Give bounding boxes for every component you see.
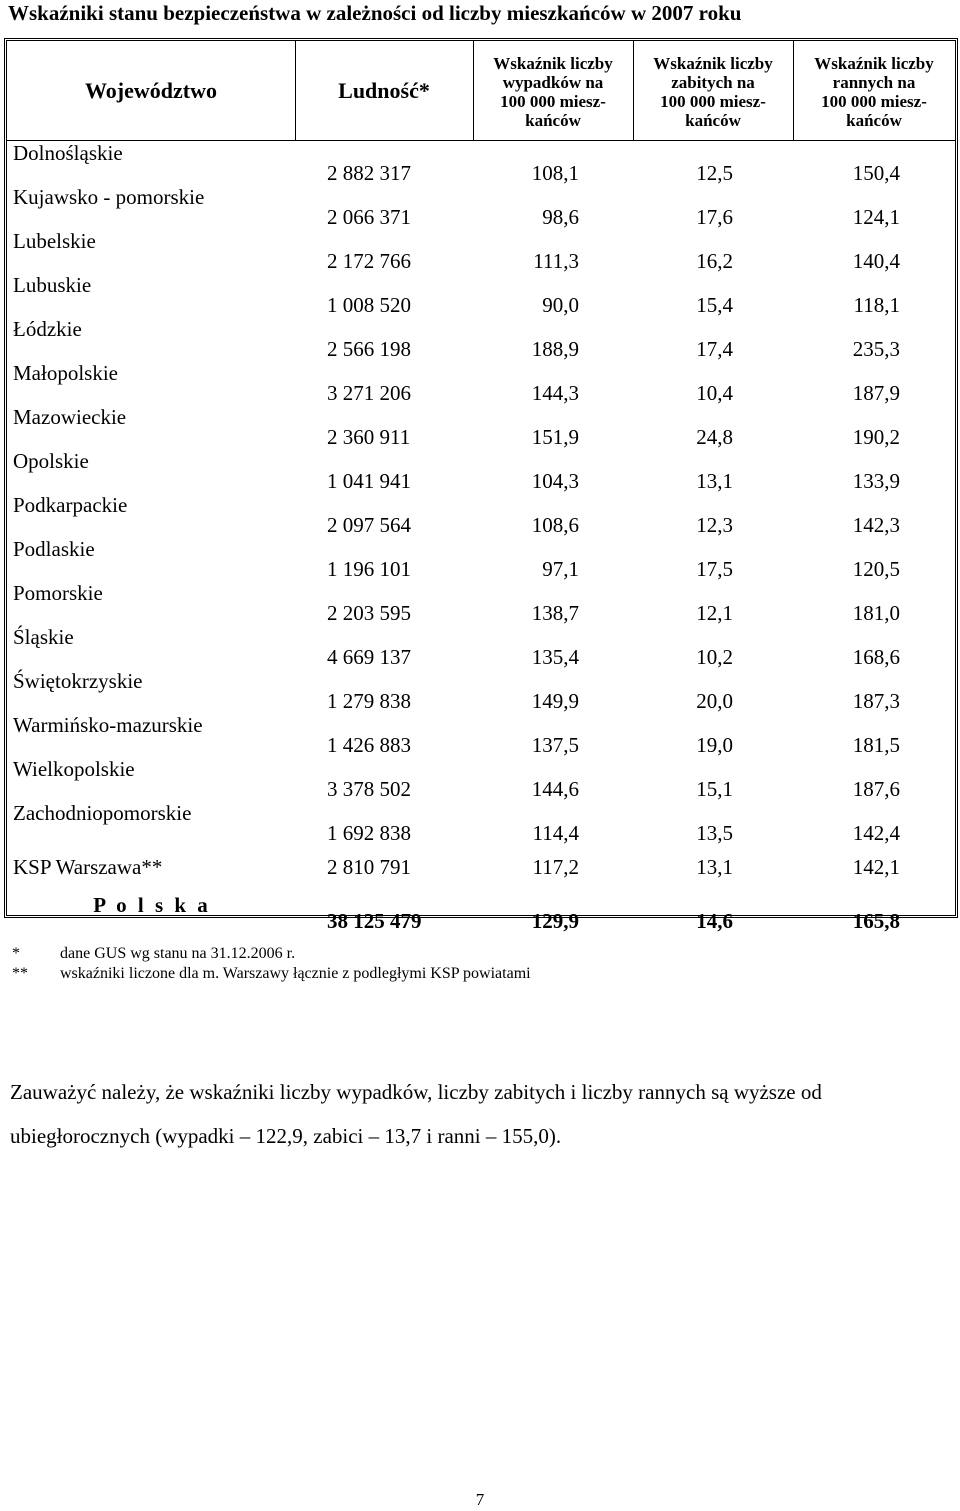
cell-region: Podlaskie bbox=[13, 537, 95, 561]
footnote-mark: * bbox=[12, 945, 20, 962]
cell-region: KSP Warszawa** bbox=[13, 855, 163, 879]
table-row bbox=[7, 405, 955, 449]
cell-accidents-rate: 111,3 bbox=[533, 249, 579, 273]
cell-killed-rate: 16,2 bbox=[696, 249, 733, 273]
cell-accidents-rate: 90,0 bbox=[542, 293, 579, 317]
cell-injured-rate: 187,9 bbox=[852, 381, 900, 405]
cell-accidents-rate: 104,3 bbox=[531, 469, 579, 493]
cell-killed-rate: 17,6 bbox=[696, 205, 733, 229]
cell-population: 1 426 883 bbox=[327, 733, 411, 757]
summary-paragraph: Zauważyć należy, że wskaźniki liczby wypadków, liczby zabitych i liczby rannych są wyższe od ubiegłorocznych (wypadki – 122,9, zabici – 13,7 i ranni – 155,0). bbox=[10, 1080, 822, 1148]
cell-population: 2 097 564 bbox=[327, 513, 411, 537]
cell-accidents-rate: 138,7 bbox=[531, 601, 579, 625]
cell-injured-rate: 124,1 bbox=[852, 205, 900, 229]
cell-killed-rate: 17,4 bbox=[696, 337, 733, 361]
table-row bbox=[7, 449, 955, 493]
cell-injured-rate: 181,0 bbox=[852, 601, 900, 625]
cell-population: 1 692 838 bbox=[327, 821, 411, 845]
table-row bbox=[7, 625, 955, 669]
cell-population: 1 041 941 bbox=[327, 469, 411, 493]
cell-accidents-rate: 144,3 bbox=[531, 381, 579, 405]
cell-accidents-rate: 135,4 bbox=[531, 645, 579, 669]
cell-region: Podkarpackie bbox=[13, 493, 128, 517]
cell-injured-rate: 120,5 bbox=[852, 557, 900, 581]
cell-killed-rate: 17,5 bbox=[696, 557, 733, 581]
cell-killed-rate: 13,5 bbox=[696, 821, 733, 845]
safety-indicators-table bbox=[4, 38, 958, 933]
cell-region: Zachodniopomorskie bbox=[13, 801, 192, 825]
cell-population: 3 271 206 bbox=[327, 381, 411, 405]
cell-injured-rate: 142,4 bbox=[852, 821, 900, 845]
cell-accidents-rate: 151,9 bbox=[531, 425, 579, 449]
cell-injured-rate: 235,3 bbox=[852, 337, 900, 361]
cell-region: Małopolskie bbox=[13, 361, 118, 385]
cell-injured-rate: 133,9 bbox=[852, 469, 900, 493]
cell-injured-rate: 118,1 bbox=[853, 293, 900, 317]
cell-region: Dolnośląskie bbox=[13, 141, 123, 165]
cell-injured-rate: 187,6 bbox=[852, 777, 900, 801]
cell-region: Kujawsko - pomorskie bbox=[13, 185, 205, 209]
cell-population: 3 378 502 bbox=[327, 777, 411, 801]
cell-injured-rate: 150,4 bbox=[852, 161, 900, 185]
cell-region: Wielkopolskie bbox=[13, 757, 135, 781]
cell-region: Lubuskie bbox=[13, 273, 92, 297]
cell-region: Śląskie bbox=[13, 625, 74, 649]
page-title: Wskaźniki stanu bezpieczeństwa w zależności od liczby mieszkańców w 2007 roku bbox=[8, 1, 742, 25]
cell-population: 4 669 137 bbox=[327, 645, 411, 669]
cell-injured-rate: 165,8 bbox=[852, 909, 900, 933]
cell-injured-rate: 187,3 bbox=[852, 689, 900, 713]
header-line: wypadków na bbox=[502, 72, 604, 92]
footnote-text: wskaźniki liczone dla m. Warszawy łącznie z podległymi KSP powiatami bbox=[60, 965, 531, 982]
cell-killed-rate: 13,1 bbox=[696, 855, 733, 879]
page-number: 7 bbox=[475, 1490, 485, 1509]
table-row bbox=[7, 493, 955, 537]
cell-injured-rate: 190,2 bbox=[852, 425, 900, 449]
cell-killed-rate: 20,0 bbox=[696, 689, 733, 713]
table-row bbox=[7, 669, 955, 713]
header-line: Wskaźnik liczby bbox=[493, 53, 613, 73]
header-region: Województwo bbox=[85, 77, 217, 103]
cell-killed-rate: 15,1 bbox=[696, 777, 733, 801]
table-row bbox=[7, 317, 955, 361]
table-row bbox=[7, 713, 955, 757]
cell-accidents-rate: 117,2 bbox=[532, 855, 579, 879]
table-row bbox=[7, 361, 955, 405]
header-injured-rate bbox=[793, 41, 955, 140]
header-line: 100 000 miesz- bbox=[821, 91, 927, 111]
table-row bbox=[7, 229, 955, 273]
cell-region: P o l s k a bbox=[93, 893, 211, 917]
cell-killed-rate: 10,2 bbox=[696, 645, 733, 669]
cell-injured-rate: 168,6 bbox=[852, 645, 900, 669]
header-line: rannych na bbox=[832, 72, 916, 92]
cell-accidents-rate: 98,6 bbox=[542, 205, 579, 229]
table-row bbox=[7, 845, 955, 889]
cell-killed-rate: 19,0 bbox=[696, 733, 733, 757]
cell-region: Mazowieckie bbox=[13, 405, 127, 429]
table-row bbox=[7, 185, 955, 229]
cell-region: Łódzkie bbox=[13, 317, 82, 341]
table-row bbox=[7, 273, 955, 317]
cell-region: Opolskie bbox=[13, 449, 89, 473]
cell-population: 38 125 479 bbox=[327, 909, 422, 933]
cell-injured-rate: 142,3 bbox=[852, 513, 900, 537]
table-row bbox=[7, 537, 955, 581]
header-line: 100 000 miesz- bbox=[660, 91, 766, 111]
cell-population: 2 566 198 bbox=[327, 337, 411, 361]
cell-killed-rate: 13,1 bbox=[696, 469, 733, 493]
table-row bbox=[7, 141, 955, 185]
header-line: kańców bbox=[685, 110, 741, 130]
header-killed-rate bbox=[633, 41, 793, 140]
footnote-text: dane GUS wg stanu na 31.12.2006 r. bbox=[60, 945, 296, 962]
table-row bbox=[7, 581, 955, 625]
header-line: kańców bbox=[525, 110, 581, 130]
cell-accidents-rate: 129,9 bbox=[531, 909, 579, 933]
cell-population: 2 203 595 bbox=[327, 601, 411, 625]
header-accidents-rate bbox=[473, 41, 633, 140]
header-line: Wskaźnik liczby bbox=[814, 53, 934, 73]
cell-injured-rate: 181,5 bbox=[852, 733, 900, 757]
cell-population: 1 279 838 bbox=[327, 689, 411, 713]
cell-population: 2 810 791 bbox=[327, 855, 411, 879]
cell-accidents-rate: 114,4 bbox=[532, 821, 579, 845]
cell-killed-rate: 14,6 bbox=[696, 909, 733, 933]
cell-accidents-rate: 144,6 bbox=[531, 777, 579, 801]
table-row bbox=[7, 757, 955, 801]
cell-accidents-rate: 97,1 bbox=[542, 557, 579, 581]
footnote bbox=[12, 944, 295, 964]
header-line: zabitych na bbox=[671, 72, 755, 92]
table-row bbox=[7, 801, 955, 845]
cell-killed-rate: 12,1 bbox=[696, 601, 733, 625]
header-line: Wskaźnik liczby bbox=[653, 53, 773, 73]
cell-killed-rate: 12,5 bbox=[696, 161, 733, 185]
cell-population: 2 066 371 bbox=[327, 205, 411, 229]
cell-killed-rate: 12,3 bbox=[696, 513, 733, 537]
cell-accidents-rate: 108,1 bbox=[531, 161, 579, 185]
cell-population: 2 882 317 bbox=[327, 161, 411, 185]
cell-population: 2 360 911 bbox=[327, 425, 411, 449]
header-population: Ludność* bbox=[338, 77, 430, 103]
cell-region: Lubelskie bbox=[13, 229, 96, 253]
cell-region: Świętokrzyskie bbox=[13, 669, 143, 693]
cell-accidents-rate: 149,9 bbox=[531, 689, 579, 713]
cell-population: 1 196 101 bbox=[327, 557, 411, 581]
cell-population: 2 172 766 bbox=[327, 249, 411, 273]
cell-injured-rate: 140,4 bbox=[852, 249, 900, 273]
cell-region: Pomorskie bbox=[13, 581, 103, 605]
cell-accidents-rate: 188,9 bbox=[531, 337, 579, 361]
cell-region: Warmińsko-mazurskie bbox=[13, 713, 203, 737]
header-line: 100 000 miesz- bbox=[500, 91, 606, 111]
header-line: kańców bbox=[846, 110, 902, 130]
cell-killed-rate: 24,8 bbox=[696, 425, 733, 449]
cell-killed-rate: 10,4 bbox=[696, 381, 733, 405]
total-row bbox=[7, 889, 955, 933]
cell-killed-rate: 15,4 bbox=[696, 293, 733, 317]
cell-accidents-rate: 137,5 bbox=[531, 733, 579, 757]
footnote-mark: ** bbox=[12, 965, 28, 982]
footnote bbox=[12, 964, 531, 984]
cell-injured-rate: 142,1 bbox=[852, 855, 900, 879]
cell-accidents-rate: 108,6 bbox=[531, 513, 579, 537]
cell-population: 1 008 520 bbox=[327, 293, 411, 317]
